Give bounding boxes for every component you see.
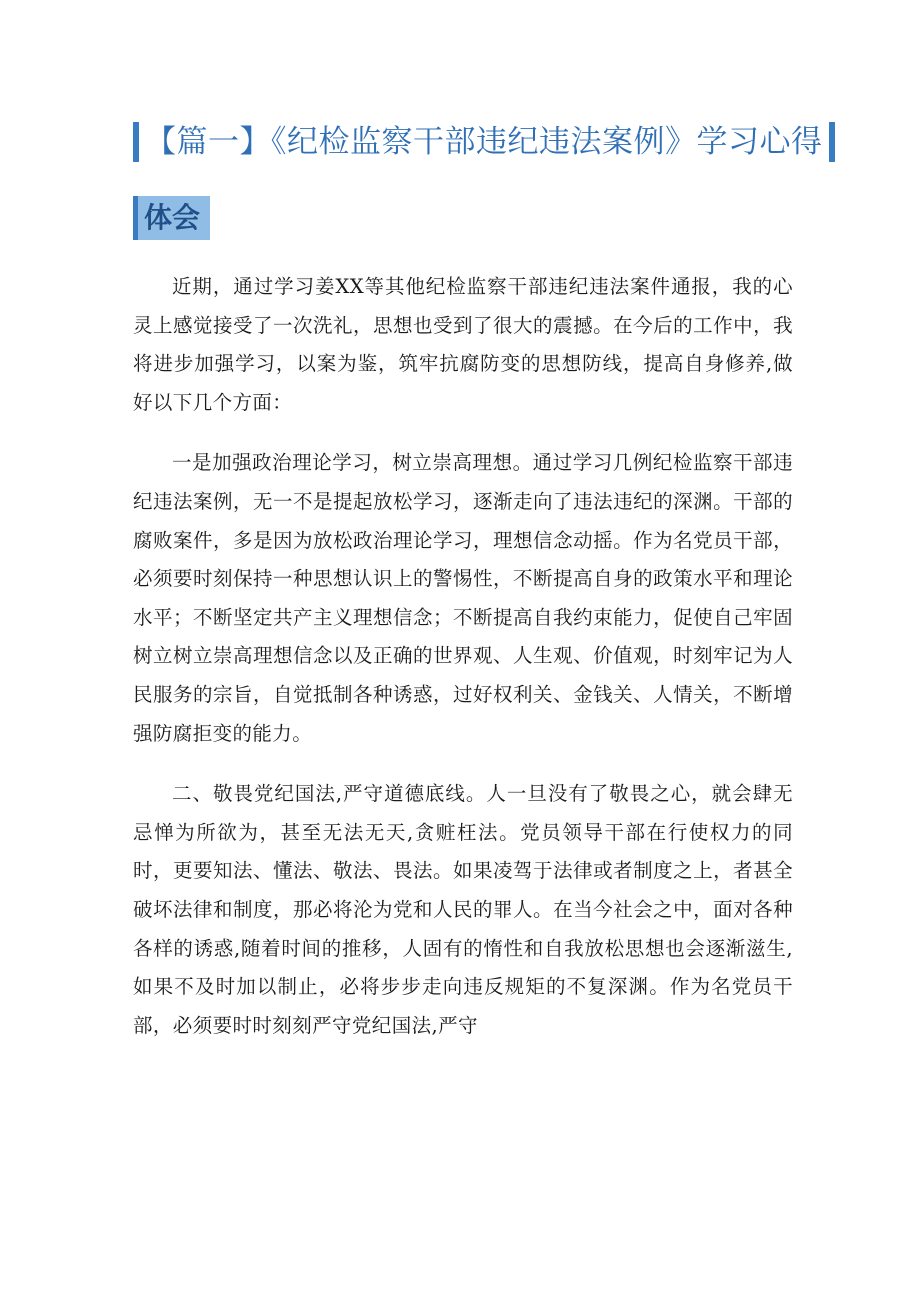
title-line-1 [133, 120, 835, 164]
title-bar-right [829, 122, 835, 162]
paragraph-point-one: 一是加强政治理论学习，树立崇高理想。通过学习几例纪检监察干部违纪违法案例，无一不是提起放松学习，逐渐走向了违法违纪的深渊。干部的腐败案件，多是因为放松政治理论学习，理想信念动摇。作为名党员干部，必须要时刻保持一种思想认识上的警惕性，不断提高自身的政策水平和理论水平；不断坚定共产主义理想信念；不断提高自我约束能力，促使自己牢固树立树立崇高理想信念以及正确的世界观、人生观、价值观，时刻牢记为人民服务的宗旨，自觉抵制各种诱惑，过好权利关、金钱关、人情关，不断增强防腐拒变的能力。 [133, 451, 793, 745]
document-body [133, 268, 793, 1067]
title-bar-left [133, 122, 139, 162]
title-line-2 [133, 195, 210, 241]
document-title-continued: 体会 [133, 196, 210, 240]
paragraph-intro: 近期，通过学习姜XX等其他纪检监察干部违纪违法案件通报，我的心灵上感觉接受了一次洗礼，思想也受到了很大的震撼。在今后的工作中，我将进步加强学习，以案为鉴，筑牢抗腐防变的思想防线，提高自身修养,做好以下几个方面： [133, 275, 793, 414]
paragraph-point-two: 二、敬畏党纪国法,严守道德底线。人一旦没有了敬畏之心，就会肆无忌惮为所欲为，甚至无法无天,贪赃枉法。党员领导干部在行使权力的同时，更要知法、懂法、敬法、畏法。如果凌驾于法律或者制度之上，者甚全破坏法律和制度，那必将沦为党和人民的罪人。在当今社会之中，面对各种各样的诱惑,随着时间的推移，人固有的惰性和自我放松思想也会逐渐滋生,如果不及时加以制止，必将步步走向违反规矩的不复深渊。作为名党员干部，必须要时时刻刻严守党纪国法,严守 [133, 782, 793, 1037]
document-title: 【篇一】《纪检监察干部违纪违法案例》学习心得 [145, 124, 823, 160]
